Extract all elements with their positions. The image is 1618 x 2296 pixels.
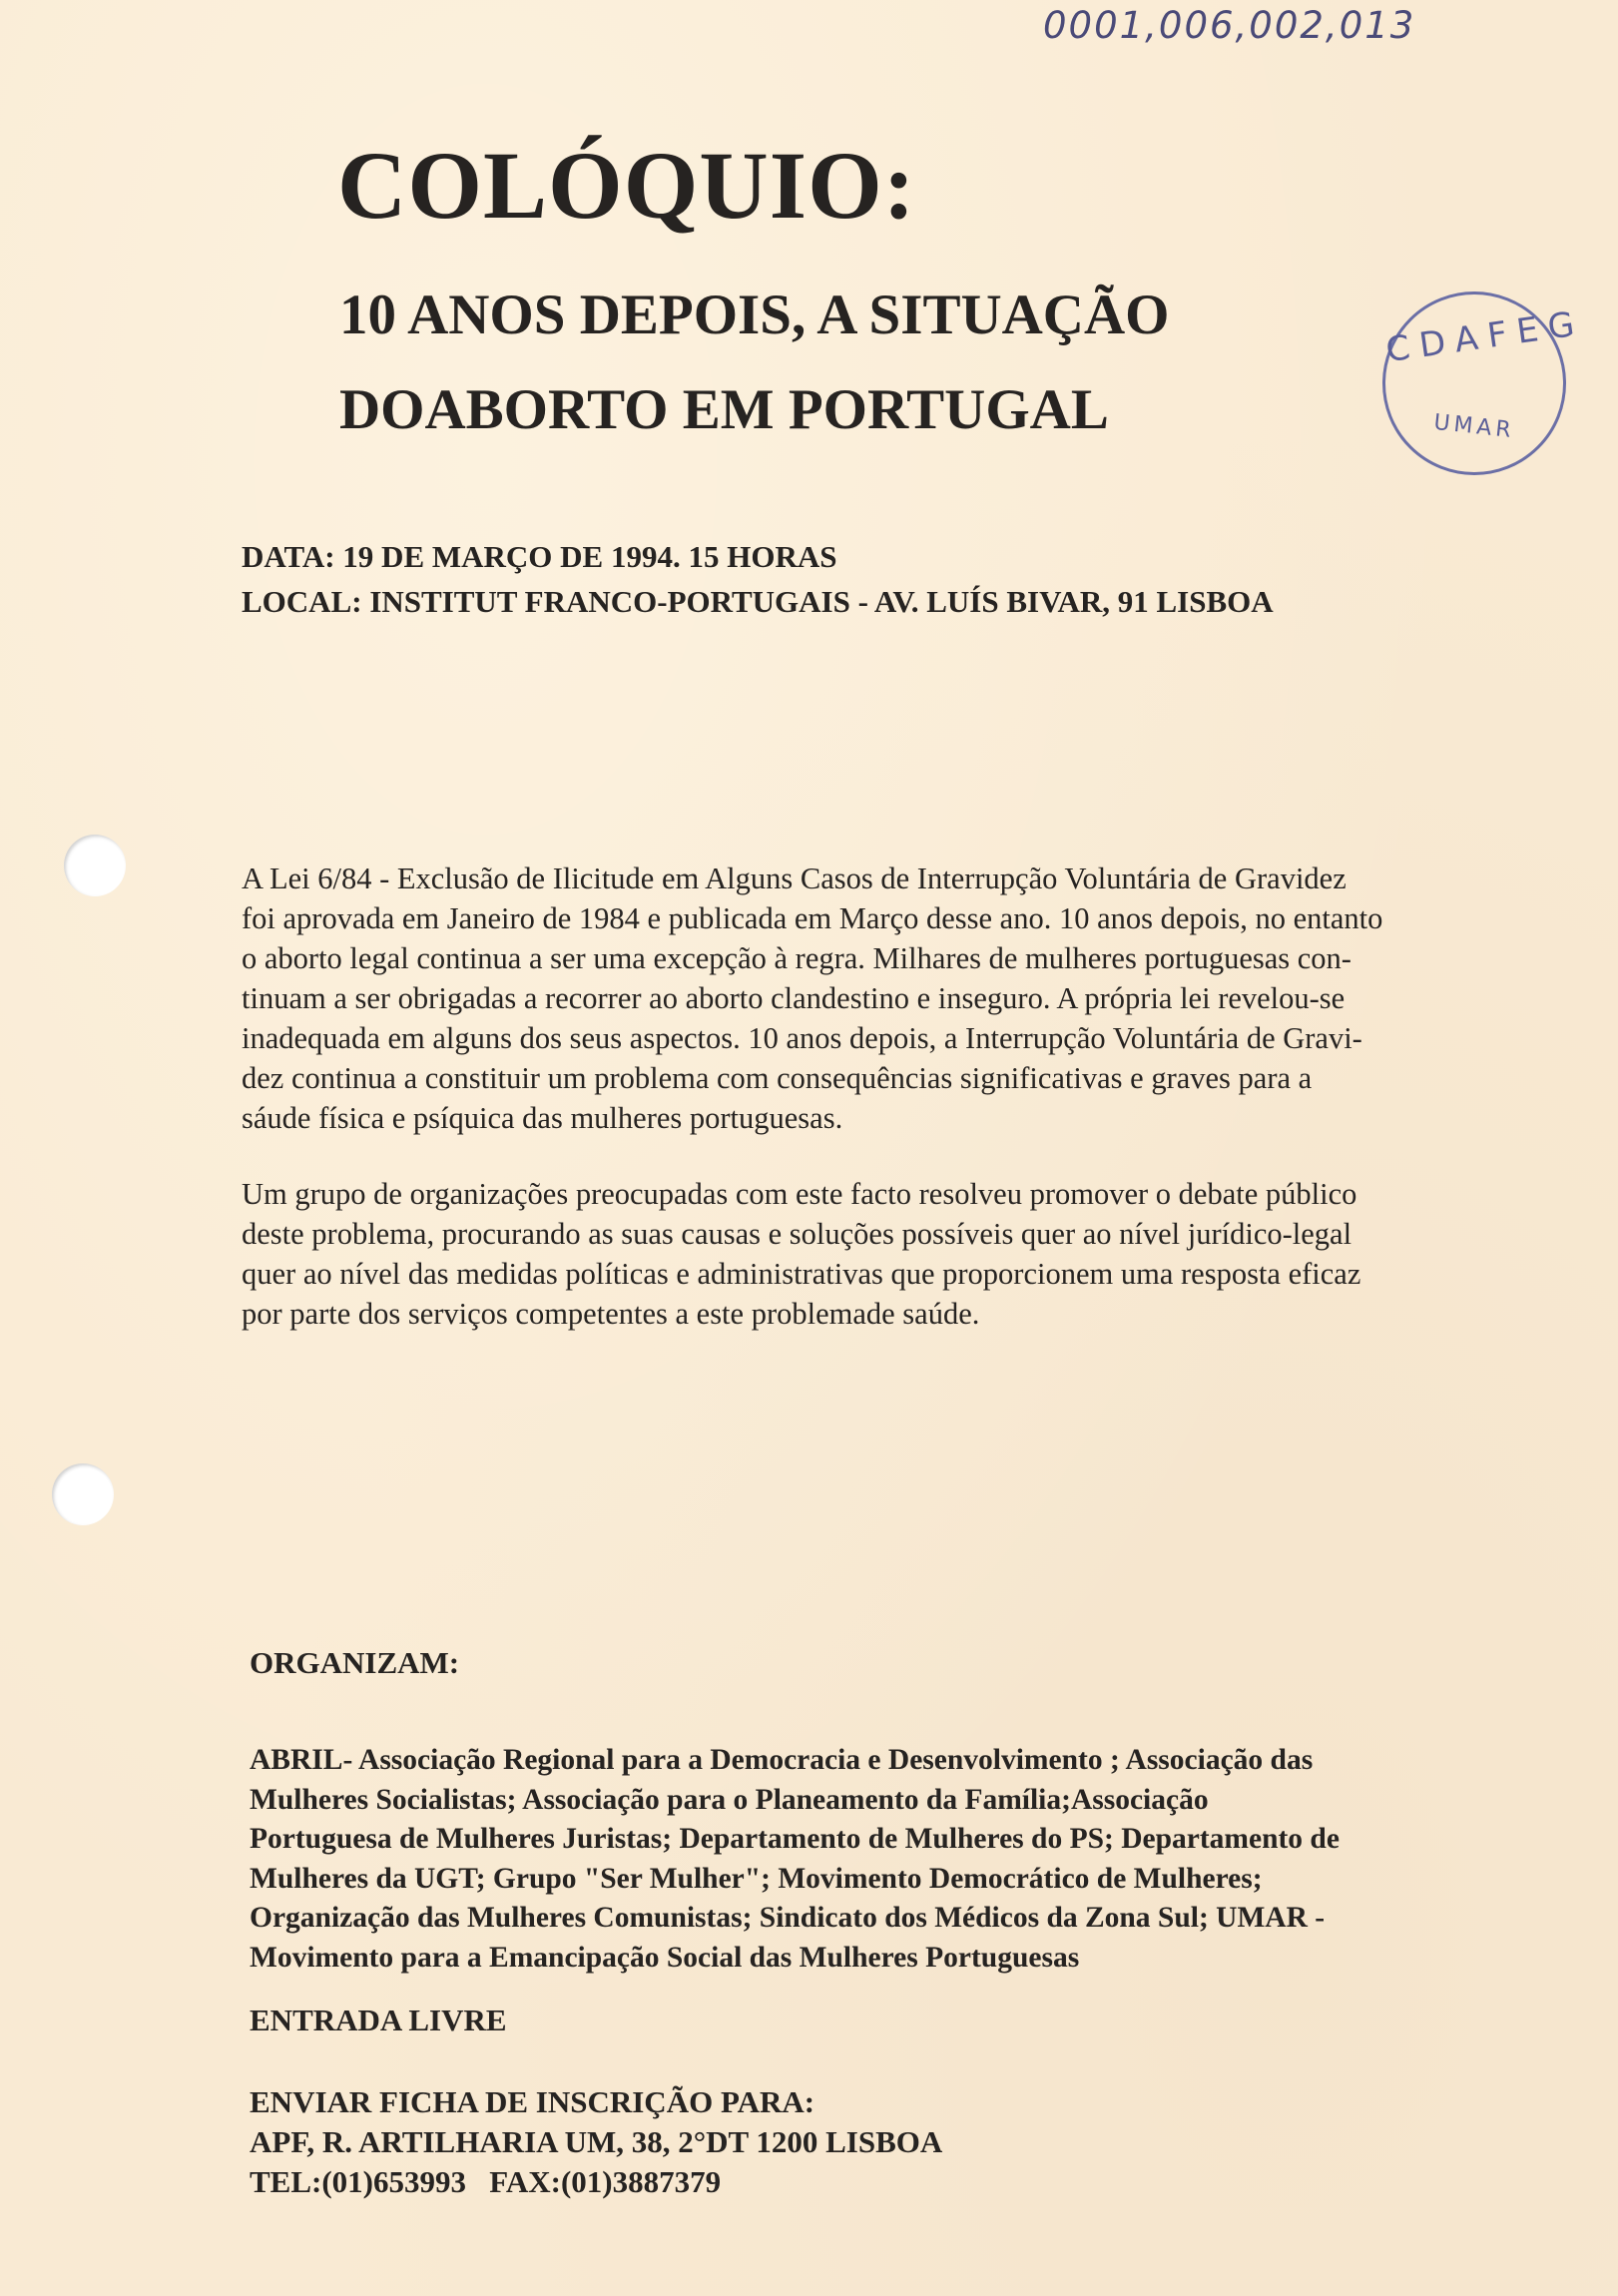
text-line: por parte dos serviços competentes a este problemade saúde.	[242, 1297, 980, 1331]
organizers-line: ABRIL- Associação Regional para a Democracia e Desenvolvimento ; Associação das	[250, 1744, 1314, 1776]
free-entry-notice: ENTRADA LIVRE	[250, 2003, 507, 2037]
page-title: COLÓQUIO:	[337, 132, 916, 239]
registration-info	[250, 2082, 942, 2202]
organizers-line: Mulheres Socialistas; Associação para o Planeamento da Família;Associação	[250, 1783, 1209, 1816]
text-line: sáude física e psíquica das mulheres portuguesas.	[242, 1101, 843, 1135]
organizers-line: Organização das Mulheres Comunistas; Sindicato dos Médicos da Zona Sul; UMAR -	[250, 1902, 1326, 1934]
text-line: A Lei 6/84 - Exclusão de Ilicitude em Alguns Casos de Interrupção Voluntária de Gravidez	[242, 861, 1347, 895]
archive-reference-number: 0001,006,002,013	[1043, 4, 1416, 47]
punch-hole-upper	[64, 835, 126, 896]
text-line: inadequada em alguns dos seus aspectos. 10 anos depois, a Interrupção Voluntária de Gravi-	[242, 1021, 1362, 1055]
text-line: quer ao nível das medidas políticas e administrativas que proporcionem uma resposta eficaz	[242, 1257, 1361, 1291]
stamp-bottom-text: UMAR	[1432, 409, 1516, 444]
organizers-line: Portuguesa de Mulheres Juristas; Departamento de Mulheres do PS; Departamento de	[250, 1823, 1340, 1855]
paragraph-organizations-debate	[242, 1174, 1504, 1334]
text-line: o aborto legal continua a ser uma excepção à regra. Milhares de mulheres portuguesas con-	[242, 941, 1351, 975]
organizers-list	[250, 1741, 1547, 1978]
stamp-top-text: CDAFEG	[1383, 302, 1587, 371]
event-details	[242, 534, 1274, 624]
text-line: dez continua a constituir um problema com consequências significativas e graves para a	[242, 1061, 1313, 1095]
body-text	[242, 859, 1504, 1334]
paragraph-law-context	[242, 859, 1504, 1138]
text-line: foi aprovada em Janeiro de 1984 e publicada em Março desse ano. 10 anos depois, no entanto	[242, 901, 1383, 935]
subtitle-line: DOABORTO EM PORTUGAL	[339, 378, 1109, 441]
registration-address: APF, R. ARTILHARIA UM, 38, 2°DT 1200 LISBOA	[250, 2124, 943, 2159]
cdafeg-umar-stamp	[1382, 291, 1587, 475]
registration-heading: ENVIAR FICHA DE INSCRIÇÃO PARA:	[250, 2084, 815, 2119]
organizers-line: Mulheres da UGT; Grupo "Ser Mulher"; Movimento Democrático de Mulheres;	[250, 1862, 1263, 1895]
organizers-heading: ORGANIZAM:	[250, 1645, 460, 1680]
punch-hole-lower	[52, 1463, 114, 1525]
text-line: tinuam a ser obrigadas a recorrer ao aborto clandestino e inseguro. A própria lei revelou-se	[242, 981, 1346, 1015]
text-line: Um grupo de organizações preocupadas com este facto resolveu promover o debate público	[242, 1177, 1357, 1211]
page-subtitle	[339, 268, 1169, 457]
subtitle-line: 10 ANOS DEPOIS, A SITUAÇÃO	[339, 284, 1170, 346]
event-location: LOCAL: INSTITUT FRANCO-PORTUGAIS - AV. LUÍS BIVAR, 91 LISBOA	[242, 584, 1274, 619]
registration-contact: TEL:(01)653993 FAX:(01)3887379	[250, 2164, 722, 2199]
event-date: DATA: 19 DE MARÇO DE 1994. 15 HORAS	[242, 539, 837, 574]
organizers-line: Movimento para a Emancipação Social das Mulheres Portuguesas	[250, 1941, 1080, 1974]
text-line: deste problema, procurando as suas causas e soluções possíveis quer ao nível jurídico-legal	[242, 1217, 1352, 1251]
organizers-section	[250, 1645, 1547, 1978]
